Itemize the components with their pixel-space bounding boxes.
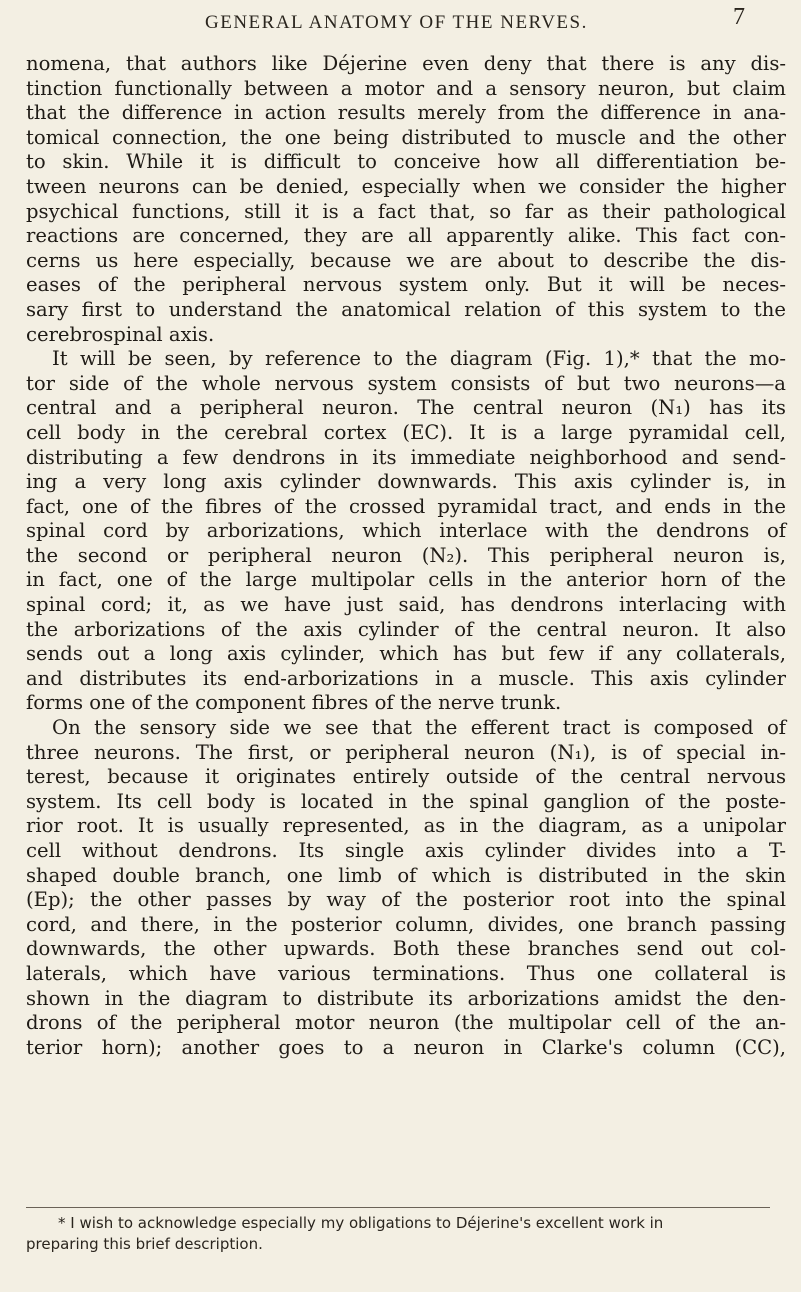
footnote — [26, 1213, 786, 1255]
text-line: cell without dendrons. Its single axis cylinder divides into a T- — [26, 839, 786, 862]
text-line: in fact, one of the large multipolar cells in the anterior horn of the — [26, 568, 786, 592]
text-line: central and a peripheral neuron. The central neuron (N₁) has its — [26, 396, 786, 420]
text-line: shown in the diagram to distribute its arborizations amidst the den- — [26, 986, 786, 1010]
text-line: (Ep); the other passes by way of the posterior root into the spinal — [26, 888, 786, 912]
text-line: tomical connection, the one being distributed to muscle and the other — [26, 125, 786, 149]
text-line: nomena, that authors like Déjerine even deny that there is any dis- — [26, 52, 786, 75]
text-line: psychical functions, still it is a fact that, so far as their pathological — [26, 199, 786, 223]
text-line: and distributes its end-arborizations in a muscle. This axis cylinder — [26, 666, 786, 690]
text-line: cord, and there, in the posterior column, divides, one branch passing — [26, 912, 786, 936]
text-line: cell body in the cerebral cortex (EC). It is a large pyramidal cell, — [26, 420, 786, 444]
text-line: tor side of the whole nervous system consists of but two neurons—a — [26, 371, 786, 395]
footnote-rule — [26, 1207, 770, 1208]
text-line: to skin. While it is difficult to conceive how all differentiation be- — [26, 150, 786, 174]
running-head: GENERAL ANATOMY OF THE NERVES. — [205, 12, 588, 33]
text-line: three neurons. The first, or peripheral neuron (N₁), is of special in- — [26, 740, 786, 764]
text-line: sends out a long axis cylinder, which has but few if any collaterals, — [26, 642, 786, 666]
text-line: sary first to understand the anatomical relation of this system to the — [26, 297, 786, 321]
text-line: spinal cord by arborizations, which interlace with the dendrons of — [26, 519, 786, 543]
text-line: drons of the peripheral motor neuron (the multipolar cell of the an- — [26, 1011, 786, 1035]
text-line: reactions are concerned, they are all apparently alike. This fact con- — [26, 224, 786, 248]
text-line: terest, because it originates entirely outside of the central nervous — [26, 765, 786, 789]
text-line: terior horn); another goes to a neuron in Clarke's column (CC), — [26, 1035, 786, 1059]
text-line: the arborizations of the axis cylinder of the central neuron. It also — [26, 617, 786, 641]
text-line: On the sensory side we see that the efferent tract is composed of — [52, 716, 786, 740]
footnote-line: * I wish to acknowledge especially my obligations to Déjerine's excellent work in — [58, 1214, 664, 1232]
text-line: laterals, which have various terminations. Thus one collateral is — [26, 961, 786, 985]
text-line: forms one of the component fibres of the nerve trunk. — [26, 691, 562, 715]
text-line: spinal cord; it, as we have just said, has dendrons interlacing with — [26, 593, 786, 617]
page-number: 7 — [733, 4, 745, 30]
text-line: cerebrospinal axis. — [26, 322, 215, 346]
text-line: system. Its cell body is located in the spinal ganglion of the poste- — [26, 789, 786, 813]
text-line: shaped double branch, one limb of which is distributed in the skin — [26, 863, 786, 887]
text-line: It will be seen, by reference to the diagram (Fig. 1),* that the mo- — [52, 347, 786, 371]
footnote-line: preparing this brief description. — [26, 1235, 263, 1253]
text-line: fact, one of the fibres of the crossed pyramidal tract, and ends in the — [26, 494, 786, 518]
text-line: distributing a few dendrons in its immediate neighborhood and send- — [26, 445, 786, 469]
body-text — [26, 52, 786, 1060]
text-line: downwards, the other upwards. Both these branches send out col- — [26, 937, 786, 961]
text-line: tween neurons can be denied, especially when we consider the higher — [26, 174, 786, 198]
text-line: the second or peripheral neuron (N₂). This peripheral neuron is, — [26, 543, 786, 567]
text-line: cerns us here especially, because we are about to describe the dis- — [26, 248, 786, 272]
text-line: ing a very long axis cylinder downwards. This axis cylinder is, in — [26, 470, 786, 494]
text-line: tinction functionally between a motor and a sensory neuron, but claim — [26, 76, 786, 100]
text-line: rior root. It is usually represented, as in the diagram, as a unipolar — [26, 814, 786, 838]
text-line: that the difference in action results merely from the difference in ana- — [26, 101, 786, 125]
text-line: eases of the peripheral nervous system only. But it will be neces- — [26, 273, 786, 297]
